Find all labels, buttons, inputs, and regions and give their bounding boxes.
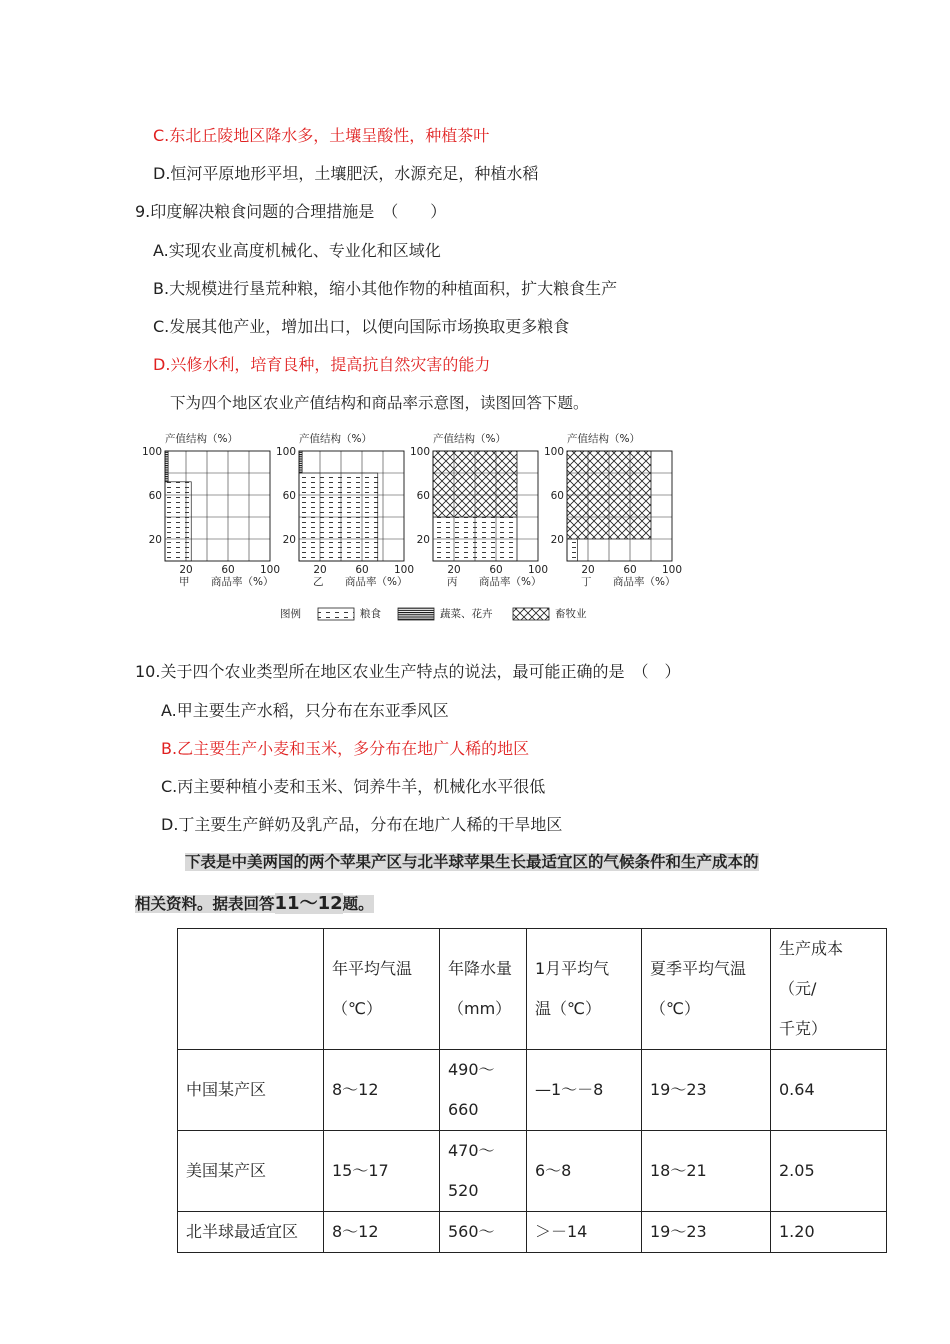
cell-precip-l1: 470～: [448, 1141, 495, 1160]
q9-stem: 9.印度解决粮食问题的合理措施是 （ ）: [135, 202, 447, 221]
cell-precip-l1: 490～: [448, 1060, 495, 1079]
cell-region: 北半球最适宜区: [178, 1212, 324, 1253]
q9-option-c: C.发展其他产业，增加出口，以便向国际市场换取更多粮食: [153, 317, 570, 336]
cell-precip: [440, 1050, 527, 1131]
y-tick-label: 20: [282, 534, 296, 546]
x-tick-label: 100: [661, 564, 683, 576]
header-cell-cost: [771, 929, 887, 1050]
q10-option-b: B.乙主要生产小麦和玉米，多分布在地广人稀的地区: [161, 739, 530, 758]
y-axis-label: 产值结构（%）: [567, 433, 640, 445]
chart-bar-segment: [299, 451, 302, 473]
table-row: [178, 1212, 887, 1253]
panel-label: 丁: [581, 576, 592, 588]
y-tick-label: 100: [543, 446, 564, 458]
x-tick-label: 100: [259, 564, 281, 576]
chart-bar-segment: [567, 539, 578, 561]
figure-intro: 下为四个地区农业产值结构和商品率示意图，读图回答下题。: [170, 394, 589, 412]
header-summer-temp-l2: （℃）: [650, 999, 700, 1018]
x-tick-label: 60: [623, 564, 637, 576]
cell-jan-temp: 6～8: [527, 1131, 642, 1212]
cell-precip-l2: 520: [448, 1181, 479, 1200]
table-row: [178, 1050, 887, 1131]
header-jan-temp-l1: 1月平均气: [535, 959, 610, 978]
legend-swatch-grain: [318, 608, 354, 620]
header-precip-l2: （mm）: [448, 999, 512, 1018]
x-axis-label: 商品率（%）: [211, 576, 274, 588]
cell-summer-temp: 18～21: [642, 1131, 771, 1212]
cell-precip-l2: 660: [448, 1100, 479, 1119]
table-intro-line2: [135, 893, 374, 915]
legend-label-grain: 粮食: [360, 608, 381, 620]
legend-title: 图例: [280, 608, 301, 620]
y-tick-label: 20: [148, 534, 162, 546]
header-cell-annual-temp: [324, 929, 440, 1050]
chart-panel: [410, 432, 548, 588]
y-tick-label: 60: [550, 490, 564, 502]
chart-bar-segment: [165, 482, 191, 561]
table-intro-line1: [185, 851, 759, 873]
x-tick-label: 100: [393, 564, 415, 576]
y-axis-label: 产值结构（%）: [299, 433, 372, 445]
cell-annual-temp: 15～17: [324, 1131, 440, 1212]
header-jan-temp-l2: 温（℃）: [535, 999, 601, 1018]
panel-label: 甲: [179, 576, 190, 588]
cell-region: 美国某产区: [178, 1131, 324, 1212]
chart-bar-segment: [165, 451, 168, 482]
y-tick-label: 60: [282, 490, 296, 502]
cell-summer-temp: 19～23: [642, 1212, 771, 1253]
q8-option-d: D.恒河平原地形平坦，土壤肥沃，水源充足，种植水稻: [153, 164, 539, 183]
x-tick-label: 100: [527, 564, 549, 576]
header-cell-precip: [440, 929, 527, 1050]
x-tick-label: 20: [179, 564, 193, 576]
y-tick-label: 20: [550, 534, 564, 546]
header-precip-l1: 年降水量: [448, 959, 513, 978]
x-tick-label: 60: [221, 564, 235, 576]
agriculture-chart-figure: [130, 425, 690, 635]
x-tick-label: 20: [581, 564, 595, 576]
cell-summer-temp: 19～23: [642, 1050, 771, 1131]
x-tick-label: 20: [313, 564, 327, 576]
q9-option-a: A.实现农业高度机械化、专业化和区域化: [153, 241, 441, 260]
x-axis-label: 商品率（%）: [479, 576, 542, 588]
header-annual-temp-l1: 年平均气温: [332, 959, 413, 978]
q10-stem: 10.关于四个农业类型所在地区农业生产特点的说法，最可能正确的是 （ ）: [135, 662, 681, 681]
q8-option-c: C.东北丘陵地区降水多，土壤呈酸性，种植茶叶: [153, 126, 490, 145]
y-tick-label: 100: [141, 446, 162, 458]
legend-swatch-livestock: [513, 608, 549, 620]
y-tick-label: 60: [416, 490, 430, 502]
chart-panel: [276, 432, 414, 588]
header-summer-temp-l1: 夏季平均气温: [650, 959, 747, 978]
y-tick-label: 60: [148, 490, 162, 502]
cell-jan-temp: ＞－14: [527, 1212, 642, 1253]
header-cost-l1: 生产成本（元/: [779, 939, 844, 998]
q10-option-c: C.丙主要种植小麦和玉米、饲养牛羊，机械化水平很低: [161, 777, 546, 796]
panel-label: 丙: [447, 576, 458, 588]
table-intro-question-range: 11～12: [274, 893, 343, 914]
header-cell-summer-temp: [642, 929, 771, 1050]
apple-climate-table: [177, 928, 887, 1253]
cell-cost: 1.20: [771, 1212, 887, 1253]
table-header-row: [178, 929, 887, 1050]
chart-panel: [142, 432, 280, 588]
y-axis-label: 产值结构（%）: [433, 433, 506, 445]
header-cost-l2: 千克）: [779, 1019, 828, 1038]
table-intro-line1-text: 下表是中美两国的两个苹果产区与北半球苹果生长最适宜区的气候条件和生产成本的: [185, 853, 759, 871]
q10-option-a: A.甲主要生产水稻，只分布在东亚季风区: [161, 701, 449, 720]
legend-swatch-vegetables: [398, 608, 434, 620]
table-row: [178, 1131, 887, 1212]
y-tick-label: 100: [409, 446, 430, 458]
x-tick-label: 60: [355, 564, 369, 576]
y-axis-label: 产值结构（%）: [165, 433, 238, 445]
y-tick-label: 20: [416, 534, 430, 546]
cell-precip: [440, 1131, 527, 1212]
x-tick-label: 20: [447, 564, 461, 576]
x-axis-label: 商品率（%）: [613, 576, 676, 588]
cell-annual-temp: 8～12: [324, 1212, 440, 1253]
cell-cost: 2.05: [771, 1131, 887, 1212]
q9-option-d: D.兴修水利，培育良种，提高抗自然灾害的能力: [153, 355, 491, 374]
x-axis-label: 商品率（%）: [345, 576, 408, 588]
table-intro-line2-a: 相关资料。据表回答: [135, 895, 275, 913]
legend-label-vegetables: 蔬菜、花卉: [440, 608, 493, 620]
q9-option-b: B.大规模进行垦荒种粮，缩小其他作物的种植面积，扩大粮食生产: [153, 279, 618, 298]
table-intro-line2-c: 题。: [342, 895, 374, 913]
panel-label: 乙: [313, 576, 324, 588]
chart-panel: [544, 432, 682, 588]
header-cell-jan-temp: [527, 929, 642, 1050]
header-cell-empty: [178, 929, 324, 1050]
x-tick-label: 60: [489, 564, 503, 576]
cell-annual-temp: 8～12: [324, 1050, 440, 1131]
cell-jan-temp: —1～－8: [527, 1050, 642, 1131]
cell-cost: 0.64: [771, 1050, 887, 1131]
y-tick-label: 100: [275, 446, 296, 458]
header-annual-temp-l2: （℃）: [332, 999, 382, 1018]
cell-region: 中国某产区: [178, 1050, 324, 1131]
q10-option-d: D.丁主要生产鲜奶及乳产品，分布在地广人稀的干旱地区: [161, 815, 563, 834]
legend-label-livestock: 畜牧业: [555, 608, 587, 620]
cell-precip: 560～: [440, 1212, 527, 1253]
